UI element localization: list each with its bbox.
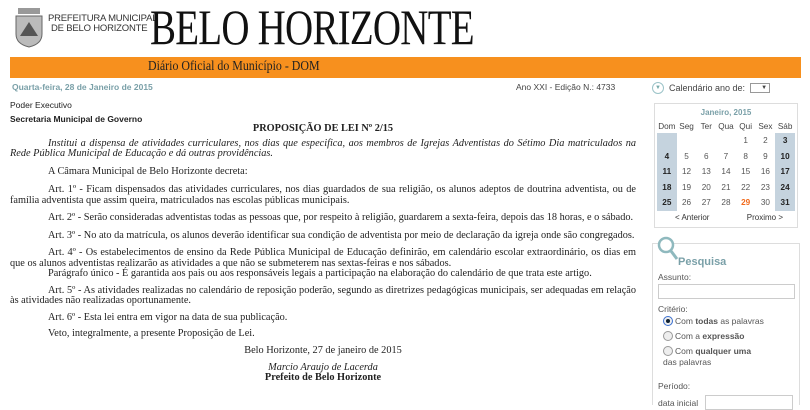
subject-label: Assunto: [658, 272, 692, 282]
calendar-grid [657, 119, 795, 211]
calendar-day[interactable]: 1 [743, 136, 748, 146]
calendar-empty-cell [657, 133, 677, 149]
option-text: Com [675, 316, 696, 326]
calendar-week [657, 164, 795, 180]
weekday-header: Sex [758, 121, 773, 131]
section-name: Poder Executivo [10, 100, 72, 110]
document-body [10, 100, 636, 388]
calendar-empty-cell [696, 133, 716, 149]
calendar-day[interactable]: 15 [741, 167, 751, 177]
logo-line-1: PREFEITURA MUNICIPAL [48, 13, 158, 24]
calendar-week [657, 195, 795, 211]
orange-banner [10, 57, 801, 78]
calendar-day[interactable]: 2 [763, 136, 768, 146]
calendar-day[interactable]: 17 [775, 164, 795, 180]
article-4: Art. 4º - Os estabelecimentos de ensino da Rede Pública Municipal de Educação definirão, em calendário escolar extraordinário, os dias em que os alunos adventistas realizarão as atividades a que não se submeterem nas sextas-feiras e nos sábados. [10, 247, 636, 269]
start-date-label: data inicial [658, 398, 699, 408]
article-4-paragraph: Parágrafo único - É garantida aos pais ou aos responsáveis legais a participação na elaboração do calendário de que trata este artigo. [48, 268, 592, 279]
radio-expression[interactable] [663, 331, 744, 341]
calendar-day[interactable]: 23 [760, 182, 770, 192]
option-bold: todas [695, 316, 718, 326]
calendar-day[interactable]: 26 [682, 198, 692, 208]
option-continuation: das palavras [663, 357, 712, 367]
calendar-day[interactable]: 16 [760, 167, 770, 177]
expand-icon[interactable]: ▼ [652, 82, 664, 94]
calendar-day[interactable]: 14 [721, 167, 731, 177]
veto-statement: Veto, integralmente, a presente Proposição de Lei. [48, 328, 255, 339]
prefeitura-logo-text [48, 14, 157, 34]
secretaria-name: Secretaria Municipal de Governo [10, 113, 143, 124]
weekday-header: Qui [739, 121, 753, 131]
preamble: A Câmara Municipal de Belo Horizonte decreta: [48, 165, 248, 177]
calendar-day[interactable]: 12 [682, 167, 692, 177]
weekday-header: Dom [658, 121, 676, 131]
calendar-year-label: Calendário ano de: [669, 83, 746, 93]
weekday-header: Qua [718, 121, 734, 131]
calendar-day[interactable]: 29 [741, 198, 751, 208]
year-select[interactable]: ▼ [750, 83, 770, 93]
period-label: Período: [658, 381, 691, 391]
radio-icon[interactable] [663, 331, 673, 341]
city-crest-logo [12, 6, 46, 48]
option-text: Com a [675, 331, 703, 341]
calendar-day[interactable]: 22 [741, 182, 751, 192]
banner-title: Diário Oficial do Município - DOM [148, 59, 320, 74]
search-panel [652, 243, 800, 408]
calendar-day[interactable]: 20 [701, 182, 711, 192]
option-bold: qualquer uma [695, 346, 752, 356]
calendar-day[interactable]: 11 [657, 164, 677, 180]
option-bold: expressão [702, 331, 745, 341]
edition-number: Ano XXI - Edição N.: 4733 [516, 82, 616, 92]
place-date: Belo Horizonte, 27 de janeiro de 2015 [244, 344, 402, 356]
radio-all-words[interactable] [663, 316, 764, 326]
option-text: as palavras [717, 316, 764, 326]
calendar-day[interactable]: 4 [657, 149, 677, 165]
signer-name: Marcio Araujo de Lacerda [268, 362, 378, 373]
calendar-day[interactable]: 28 [721, 198, 731, 208]
calendar-day[interactable]: 31 [775, 195, 795, 211]
radio-icon[interactable] [663, 346, 673, 356]
radio-any-word[interactable] [663, 346, 751, 356]
calendar-empty-cell [716, 133, 736, 149]
calendar-day[interactable]: 6 [703, 151, 709, 161]
calendar-day[interactable]: 13 [701, 167, 711, 177]
calendar-day[interactable]: 3 [775, 133, 795, 149]
calendar-week [657, 180, 795, 196]
logo-line-2: DE BELO HORIZONTE [51, 23, 148, 34]
calendar-day[interactable]: 27 [701, 198, 711, 208]
document-title: PROPOSIÇÃO DE LEI Nº 2/15 [252, 123, 394, 134]
calendar-prev-link[interactable]: < Anterior [675, 212, 710, 222]
search-magnifier-icon [656, 236, 680, 262]
calendar-day[interactable]: 8 [743, 151, 748, 161]
article-3: Art. 3º - No ato da matrícula, os alunos deverão identificar sua condição de adventista por meio de declaração da igreja onde são congregados. [48, 229, 635, 241]
weekday-header: Sáb [777, 121, 793, 131]
calendar-day[interactable]: 30 [760, 198, 770, 208]
ementa: Institui a dispensa de atividades curriculares, nos dias que especifica, aos membros de Igrejas Adventistas do Sétimo Dia matriculados na Rede Pública Municipal de Educação e dá outras providências. [10, 137, 636, 159]
calendar-day[interactable]: 24 [775, 180, 795, 196]
calendar-day[interactable]: 7 [723, 151, 729, 161]
weekday-header: Ter [700, 121, 712, 131]
calendar-day[interactable]: 10 [775, 149, 795, 165]
site-title: BELO HORIZONTE [150, 0, 474, 55]
subject-input[interactable] [658, 284, 795, 299]
radio-selected-icon[interactable] [663, 316, 673, 326]
calendar-day[interactable]: 21 [721, 182, 731, 192]
article-6: Art. 6º - Esta lei entra em vigor na data de sua publicação. [48, 311, 288, 323]
calendar-day[interactable]: 18 [657, 180, 677, 196]
calendar-next-link[interactable]: Proximo > [746, 212, 783, 222]
calendar-month: Janeiro, 2015 [700, 108, 752, 117]
criteria-label: Critério: [658, 304, 688, 314]
calendar-week [657, 133, 795, 149]
calendar-week [657, 149, 795, 165]
article-1: Art. 1º - Ficam dispensados das atividades curriculares, nos dias guardados de sua religião, os alunos adeptos de doutrina adventista, ou de família adventista que assim queira, matriculados nas escolas públicas municipais. [10, 184, 636, 206]
calendar-empty-cell [677, 133, 697, 149]
calendar-year-selector [652, 82, 770, 94]
search-title: Pesquisa [678, 256, 727, 268]
weekday-header: Seg [679, 121, 694, 131]
calendar-day[interactable]: 25 [657, 195, 677, 211]
start-date-input[interactable] [705, 395, 793, 410]
article-2: Art. 2º - Serão consideradas adventistas todas as pessoas que, por respeito à religião, guardarem a sexta-feira, depois das 18 horas, e o sábado. [48, 212, 634, 223]
publication-date: Quarta-feira, 28 de Janeiro de 2015 [12, 82, 153, 92]
calendar-day[interactable]: 5 [684, 151, 689, 161]
calendar-widget [654, 103, 798, 228]
option-text: Com [675, 346, 696, 356]
article-5: Art. 5º - As atividades realizadas no calendário de reposição poderão, segundo as diretrizes pedagógicas municipais, ser adequadas em relação às atividades não realizadas oportunamente. [10, 284, 636, 306]
calendar-day[interactable]: 9 [763, 151, 768, 161]
calendar-day[interactable]: 19 [682, 182, 692, 192]
signer-title: Prefeito de Belo Horizonte [264, 371, 382, 383]
